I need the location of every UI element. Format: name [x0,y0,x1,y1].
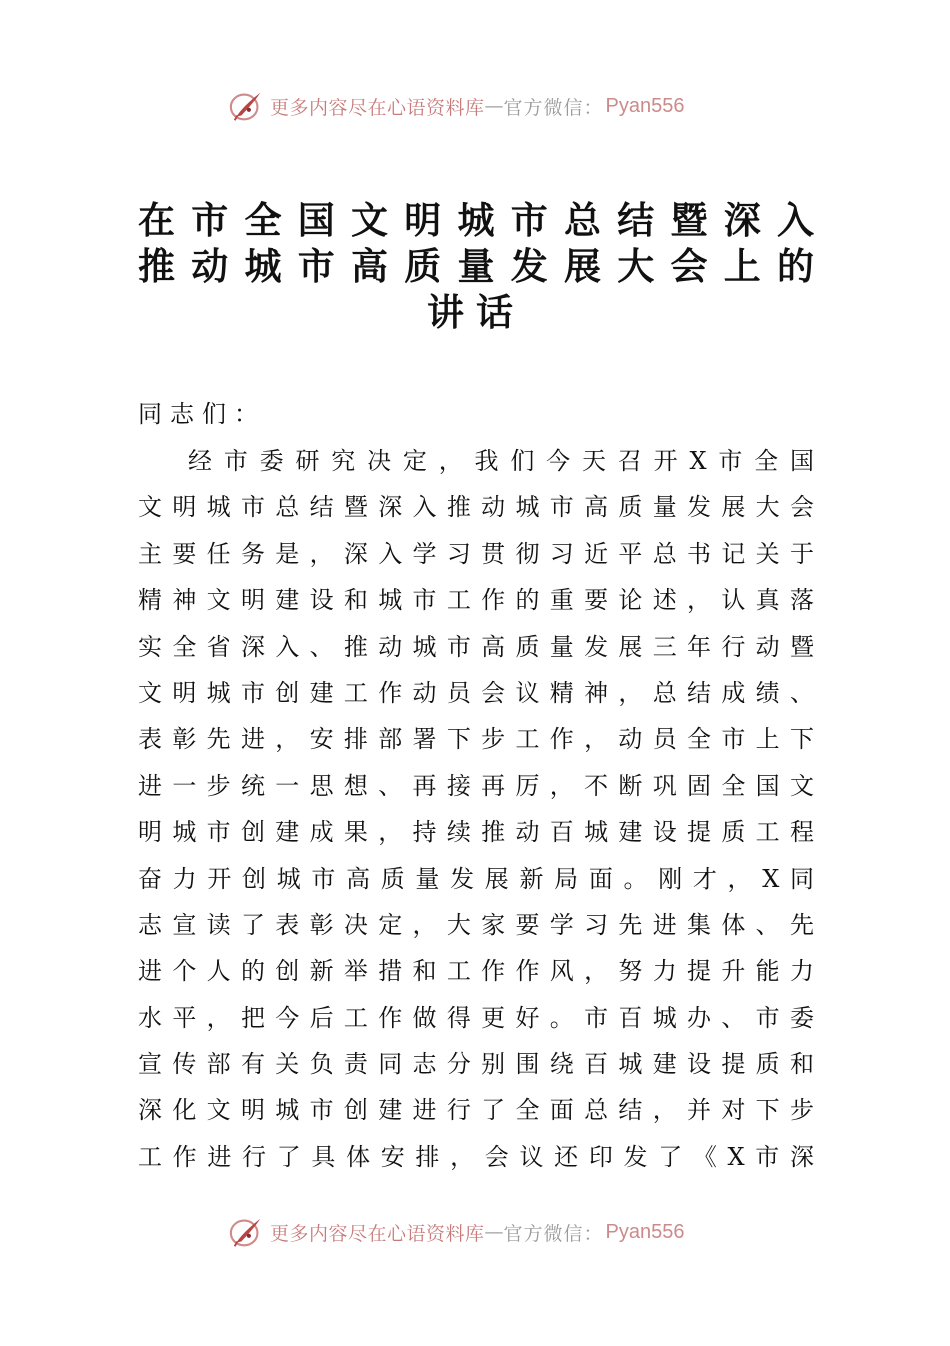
body-line: 文明城市创建工作动员会议精神，总结成绩、 [138,678,814,707]
salutation: 同志们： [138,400,266,428]
body-line: 工作进行了具体安排，会议还印发了《X市深 [138,1142,814,1171]
banner-label: 官方微信： [503,1222,604,1245]
banner-label: 官方微信： [503,96,604,119]
body-line: 进一步统一思想、再接再厉，不断巩固全国文 [138,771,814,800]
header-banner [228,86,685,126]
banner-wechat-id: Pyan556 [605,94,685,117]
title-line: 讲话 [427,291,525,334]
body-line: 经市委研究决定，我们今天召开X市全国 [188,447,814,475]
body-paragraph [138,438,814,1180]
banner-main-text: 更多内容尽在心语资料库 [270,1222,485,1245]
pen-quill-logo-icon [228,87,266,125]
body-line: 宣传部有关负责同志分别围绕百城建设提质和 [138,1050,814,1079]
title-line: 推动城市高质量发展大会上的 [138,245,814,288]
document-title [138,198,814,336]
body-line: 奋力开创城市高质量发展新局面。刚才，X同 [138,864,814,893]
body-line: 志宣读了表彰决定，大家要学习先进集体、先 [138,910,814,939]
banner-main-text: 更多内容尽在心语资料库 [270,96,485,119]
footer-banner [228,1212,685,1252]
body-line: 水平，把今后工作做得更好。市百城办、市委 [138,1003,814,1032]
body-line: 文明城市总结暨深入推动城市高质量发展大会 [138,493,814,522]
banner-separator: — [484,1221,504,1243]
body-line: 表彰先进，安排部署下步工作，动员全市上下 [138,725,814,754]
pen-quill-logo-icon [228,1213,266,1251]
body-line: 实全省深入、推动城市高质量发展三年行动暨 [138,632,814,661]
body-line: 明城市创建成果，持续推动百城建设提质工程 [138,818,814,847]
body-line: 进个人的创新举措和工作作风，努力提升能力 [138,957,814,986]
banner-separator: — [484,95,504,117]
body-line: 主要任务是，深入学习贯彻习近平总书记关于 [138,539,814,568]
title-line: 在市全国文明城市总结暨深入 [138,199,814,242]
body-line: 深化文明城市创建进行了全面总结，并对下步 [138,1096,814,1125]
banner-wechat-id: Pyan556 [605,1220,685,1243]
body-line: 精神文明建设和城市工作的重要论述，认真落 [138,586,814,615]
